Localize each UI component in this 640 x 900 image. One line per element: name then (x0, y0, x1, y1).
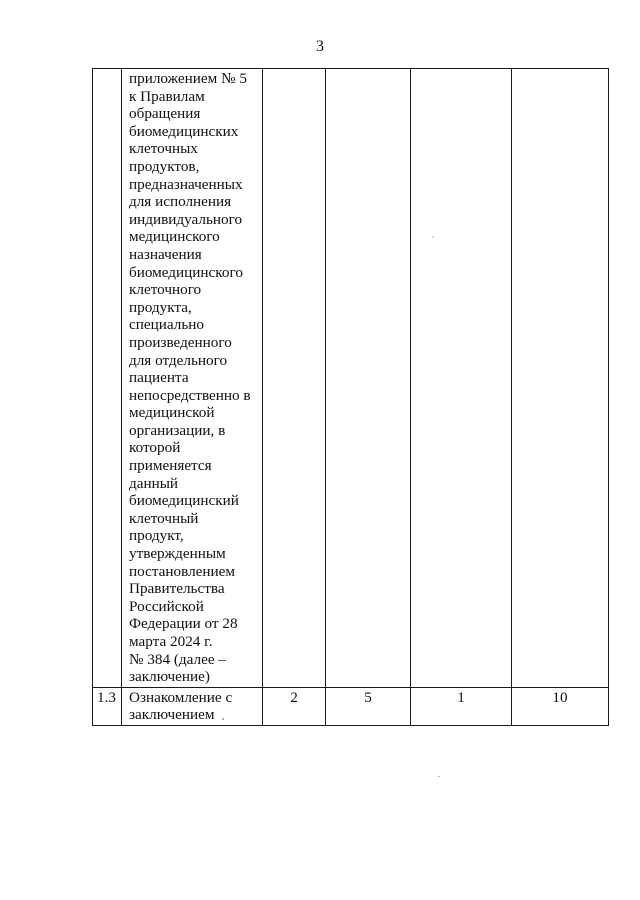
value-col-d: 10 (552, 688, 568, 706)
row-description: Ознакомление с заключением (129, 688, 233, 724)
value-col-b: 5 (364, 688, 372, 706)
page-number: 3 (316, 38, 324, 55)
row-description: приложением № 5 к Правилам обращения биомедицинских клеточных продуктов, предназначенных для исполнения индивидуального медицинского назначения биомедицинского клеточного продукта, специально произведенного для отдельного пациента непосредственно в медицинской организации, в которой применяется данный биомедицинский клеточный продукт, утвержденным постановлением Правительства Российской Федерации от 28 марта 2024 г. № 384 (далее – заключение) (129, 70, 251, 686)
value-col-c: 1 (457, 688, 465, 706)
cell-number (93, 687, 122, 725)
cell-col-d (512, 69, 609, 688)
cell-col-c (411, 687, 512, 725)
cell-col-b (326, 69, 411, 688)
cell-col-a (263, 687, 326, 725)
table-row-1-3 (93, 687, 609, 725)
cell-col-d (512, 687, 609, 725)
cell-col-b (326, 687, 411, 725)
cell-description (122, 687, 263, 725)
row-number (93, 69, 121, 70)
value-col-a (263, 69, 325, 70)
cell-number (93, 69, 122, 688)
cell-col-c (411, 69, 512, 688)
cell-description (122, 69, 263, 688)
value-col-d (512, 69, 608, 70)
cell-col-a (263, 69, 326, 688)
value-col-a: 2 (290, 688, 298, 706)
document-table (92, 68, 609, 726)
row-number: 1.3 (97, 688, 116, 706)
value-col-c (411, 69, 511, 70)
scan-speck (222, 718, 224, 720)
scan-speck (432, 236, 434, 238)
scan-speck (438, 776, 440, 777)
table-row-continued (93, 69, 609, 688)
value-col-b (326, 69, 410, 70)
